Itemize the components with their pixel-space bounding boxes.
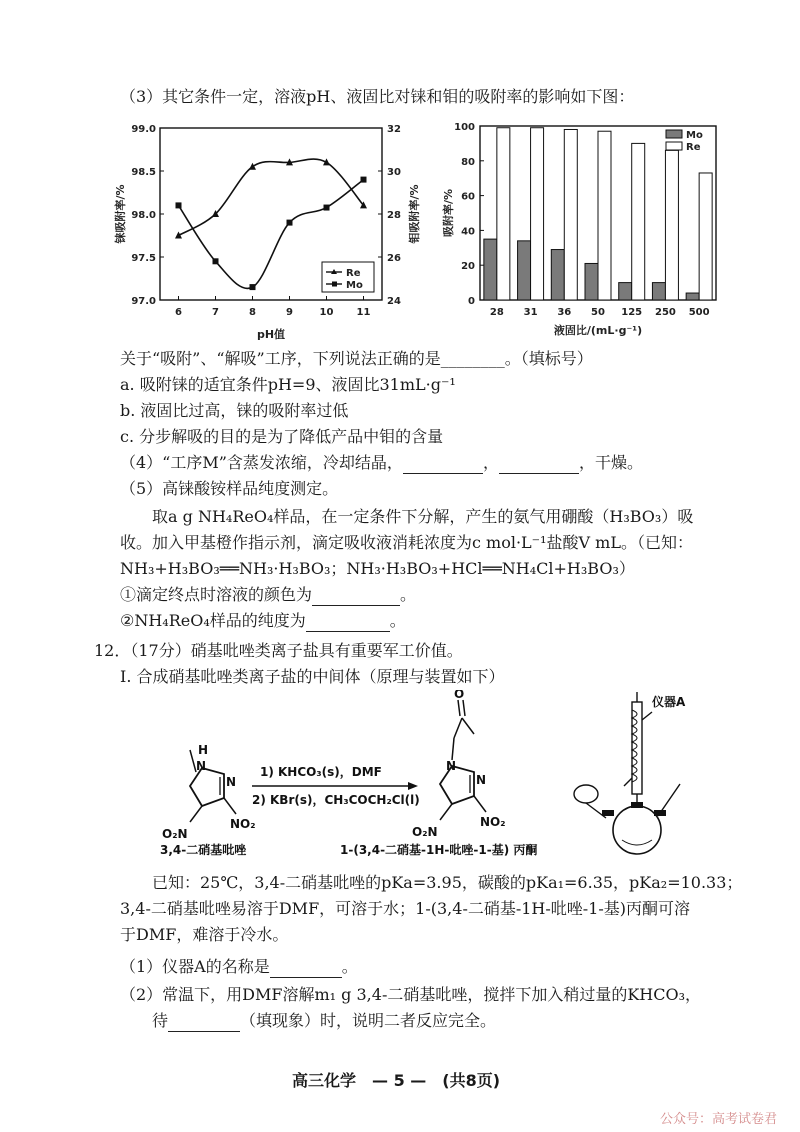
q12-part-1: I. 合成硝基吡唑类离子盐的中间体（原理与装置如下） [120,667,505,686]
q12-sub-2: （2）常温下，用DMF溶解m₁ g 3,4-二硝基吡唑，搅拌下加入稍过量的KHCO₃， [120,985,702,1004]
y-tick-label: 80 [461,156,475,168]
data-point-mo [250,284,256,290]
bar-mo [686,293,699,300]
reaction-apparatus [574,692,686,854]
reactant-group-o2n: O₂N [162,827,188,841]
bar-mo [518,241,531,300]
q4-sep: ， [482,453,499,472]
q5-blank-2[interactable] [306,615,390,632]
data-point-mo [361,177,367,183]
q4-text-a: （4）“工序M”含蒸发浓缩，冷却结晶， [120,453,403,472]
reaction-scheme [140,690,740,865]
bar-re [665,150,678,300]
q5-sub-2 [120,610,406,632]
q3-option-b: b. 液固比过高，铼的吸附率过低 [120,401,349,420]
q4-blank-2[interactable] [499,457,579,474]
y-tick-label: 98.0 [131,210,156,221]
bar-re [699,173,712,300]
bar-mo [551,250,564,300]
data-point-mo [324,205,330,211]
y2-tick-label: 30 [387,167,401,178]
data-point-mo [176,202,182,208]
q3-question: 关于“吸附”、“解吸”工序，下列说法正确的是________。（填标号） [120,349,593,368]
reaction-arrow [252,765,420,807]
three-neck-flask [613,806,661,854]
y-tick-label: 20 [461,261,475,273]
q12-sub2-end: （填现象）时，说明二者反应完全。 [240,1011,497,1030]
condenser-tube [632,702,642,794]
bar-mo [484,239,497,300]
y-tick-label: 40 [461,226,475,238]
q5-equation: NH₃+H₃BO₃══NH₃·H₃BO₃；NH₃·H₃BO₃+HCl══NH₄Cl+H₃BO₃） [120,559,635,578]
bar-mo [652,283,665,300]
legend-swatch-re [666,142,682,150]
q12-known-3: 于DMF，难溶于冷水。 [120,925,289,944]
legend-label-mo: Mo [346,280,363,291]
product-atom-o: O [454,690,465,701]
q5-title: （5）高铼酸铵样品纯度测定。 [120,479,339,498]
x-tick-label: 31 [523,307,538,318]
y-tick-label: 98.5 [131,167,156,178]
x-tick-label: 6 [175,307,182,318]
q12-known-1: 已知：25℃，3,4-二硝基吡唑的pKa=3.95，碳酸的pKa₁=6.35，pKa₂=10.33； [152,873,743,892]
x-axis-title: 液固比/(mL·g⁻¹) [553,324,643,337]
reagent-2: 2) KBr(s)，CH₃COCH₂Cl(l) [252,793,420,807]
x-tick-label: 11 [356,307,371,318]
q5-sub2-text: ②NH₄ReO₄样品的纯度为 [120,611,306,630]
legend-swatch-mo [666,130,682,138]
q12-title: 12．（17分）硝基吡唑类离子盐具有重要军工价值。 [94,641,463,660]
q5-sub-1 [120,584,416,606]
product-atom-n1: N [446,759,457,773]
q12-sub1-text: （1）仪器A的名称是 [120,957,270,976]
x-tick-label: 125 [621,307,643,318]
x-tick-label: 250 [654,307,676,318]
data-point-re [249,163,256,170]
product-name: 1-(3,4-二硝基-1H-吡唑-1-基) 丙酮 [340,843,538,857]
bar-re [564,129,577,300]
y-axis-title: 吸附率/% [442,188,455,238]
product-group-no2: NO₂ [480,815,506,829]
ratio-adsorption-bar-chart [440,112,740,342]
ph-adsorption-chart [100,112,440,342]
q12-sub-2-cont [152,1010,496,1032]
legend-label-re: Re [686,142,701,153]
bar-re [531,128,544,300]
page-footer: 高三化学 — 5 — (共8页) [292,1071,501,1090]
y2-tick-label: 26 [387,253,401,264]
x-tick-label: 10 [319,307,334,318]
x-tick-label: 500 [688,307,710,318]
x-axis-title: pH值 [256,328,286,341]
q12-sub2-wait: 待 [152,1011,169,1030]
q4-text-b: ，干燥。 [578,453,643,472]
condenser-coil [632,710,637,782]
q5-blank-1[interactable] [312,589,400,606]
y2-tick-label: 28 [387,210,401,221]
q12-sub1-end: 。 [341,957,358,976]
reactant-atom-h: H [198,743,209,757]
q4-blank-1[interactable] [403,457,483,474]
q5-body-1: 取a g NH₄ReO₄样品，在一定条件下分解，产生的氨气用硼酸（H₃BO₃）吸 [152,507,694,526]
y-tick-label: 97.0 [131,296,156,307]
x-tick-label: 9 [286,307,293,318]
bar-re [632,143,645,300]
bar-mo [585,263,598,300]
reactant-structure [160,743,256,857]
reagent-1: 1) KHCO₃(s)，DMF [260,765,382,779]
q5-body-2: 收。加入甲基橙作指示剂，滴定吸收液消耗浓度为c mol·L⁻¹盐酸V mL。（已知： [120,533,693,552]
q5-sub2-end: 。 [389,611,406,630]
x-tick-label: 50 [591,307,605,318]
x-tick-label: 36 [557,307,572,318]
reactant-atom-n1: N [196,759,207,773]
q12-blank-1[interactable] [270,961,342,978]
x-tick-label: 7 [212,307,219,318]
q3-option-c: c. 分步解吸的目的是为了降低产品中钼的含量 [120,427,444,446]
reactant-group-no2: NO₂ [230,817,256,831]
y2-tick-label: 24 [387,296,401,307]
data-point-mo [287,220,293,226]
bar-mo [619,283,632,300]
q12-sub-1 [120,956,358,978]
watermark: 公众号：高考试卷君 [660,1112,778,1127]
dropping-funnel [574,785,598,803]
x-tick-label: 8 [249,307,256,318]
legend-label-re: Re [346,268,361,279]
y2-axis-title: 钼吸附率/% [408,184,421,244]
q12-blank-2[interactable] [168,1015,240,1032]
apparatus-label: 仪器A [652,695,686,709]
data-point-mo [213,258,219,264]
y-axis-title: 铼吸附率/% [114,184,127,244]
series-line-re [179,159,364,235]
y-tick-label: 0 [468,296,475,307]
y-tick-label: 100 [454,122,475,133]
q3-intro: （3）其它条件一定，溶液pH、液固比对铼和钼的吸附率的影响如下图： [120,87,635,106]
bar-re [497,128,510,300]
reactant-name: 3,4-二硝基吡唑 [160,843,247,857]
legend-marker-mo [332,282,337,287]
q12-known-2: 3,4-二硝基吡唑易溶于DMF，可溶于水；1-(3,4-二硝基-1H-吡唑-1-基)丙酮可溶 [120,899,691,918]
q5-sub1-end: 。 [400,585,417,604]
y-tick-label: 60 [461,191,475,203]
bar-re [598,131,611,300]
legend-label-mo: Mo [686,130,703,141]
y-tick-label: 97.5 [131,253,156,264]
q4-line [120,452,643,474]
q3-option-a: a. 吸附铼的适宜条件pH=9、液固比31mL·g⁻¹ [120,375,456,394]
y2-tick-label: 32 [387,124,401,135]
reactant-atom-n2: N [226,775,237,789]
x-tick-label: 28 [489,307,504,318]
q5-sub1-text: ①滴定终点时溶液的颜色为 [120,585,313,604]
product-atom-n2: N [476,773,487,787]
product-group-o2n: O₂N [412,825,438,839]
y-tick-label: 99.0 [131,124,156,135]
